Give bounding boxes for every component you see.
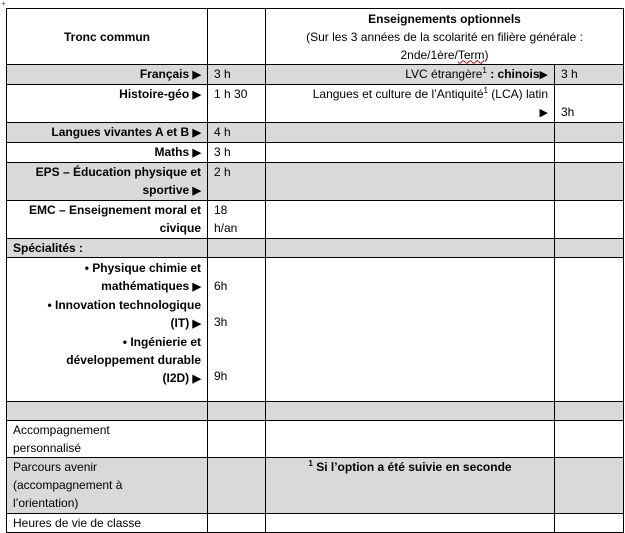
- option-cell: [266, 239, 555, 258]
- table-row: [7, 458, 624, 514]
- bullet-icon: •: [84, 261, 89, 275]
- option-bold-label: : chinois: [486, 67, 540, 81]
- activity-label: Accompagnement: [13, 423, 110, 437]
- table-row: [7, 143, 624, 163]
- table-row: [7, 514, 624, 533]
- activity-label-line2: (accompagnement à: [13, 478, 123, 492]
- header-sub-end: ): [484, 47, 489, 62]
- hours-cell: [208, 421, 266, 458]
- bullet-icon: •: [47, 298, 52, 312]
- triangle-right-icon: ▶: [192, 127, 201, 139]
- subject-cell: [7, 143, 208, 163]
- option-hours-cell: [555, 123, 624, 143]
- header-sub-spellcheck: Term: [457, 47, 485, 62]
- activity-cell: Heures de vie de classe: [7, 514, 208, 533]
- list-item-cont: [13, 277, 201, 296]
- hours-label: 3h: [214, 315, 228, 329]
- activity-cell: [7, 421, 208, 458]
- table-row: [7, 85, 624, 123]
- item-label-line2: mathématiques: [101, 279, 190, 293]
- item-label: Innovation technologique: [55, 298, 201, 312]
- list-item: [13, 296, 201, 314]
- option-hours-cell: [555, 143, 624, 163]
- option-hours-cell: [555, 201, 624, 239]
- triangle-right-icon: ▶: [539, 107, 548, 119]
- triangle-right-icon: ▶: [192, 281, 201, 293]
- header-empty-cell: [208, 9, 266, 65]
- option-hours-cell: [555, 85, 624, 123]
- activity-cell: [7, 458, 208, 514]
- list-item-cont: [13, 351, 201, 369]
- table-row: [7, 163, 624, 201]
- table-row: [7, 421, 624, 458]
- hours-label: 6h: [214, 279, 228, 293]
- option-hours-cell: [555, 421, 624, 458]
- empty-row: [7, 402, 624, 421]
- bullet-icon: •: [122, 335, 127, 349]
- option-cell: [266, 143, 555, 163]
- subject-label: Français: [139, 67, 190, 81]
- option-label: LVC étrangère: [405, 67, 483, 81]
- list-item-cont: [13, 369, 201, 388]
- item-label: Ingénierie et: [130, 335, 201, 349]
- header-optional-title: Enseignements optionnels: [368, 11, 521, 26]
- triangle-right-icon: ▶: [539, 69, 548, 81]
- option-hours-label: 3h: [561, 105, 575, 119]
- hours-label-line2: h/an: [214, 221, 238, 235]
- subject-cell: [7, 65, 208, 85]
- option-cell: [266, 65, 555, 85]
- list-item-cont: [13, 314, 201, 333]
- option-cell: [266, 514, 555, 533]
- specialites-row: [7, 258, 624, 402]
- hours-label: 9h: [214, 369, 228, 383]
- hours-cell: [208, 514, 266, 533]
- option-cell: [266, 258, 555, 402]
- option-hours-cell: [555, 239, 624, 258]
- activity-label-line3: l’orientation): [13, 496, 79, 510]
- triangle-right-icon: ▶: [192, 373, 201, 385]
- subject-cell: [7, 123, 208, 143]
- option-label: Langues et culture de l’Antiquité: [312, 87, 484, 101]
- subject-cell: [7, 163, 208, 201]
- list-item: [13, 333, 201, 351]
- table-row: [7, 65, 624, 85]
- list-item: [13, 259, 201, 277]
- option-hours-cell: [555, 163, 624, 201]
- subject-label: Histoire-géo: [119, 87, 190, 101]
- option-hours-cell: [555, 514, 624, 533]
- triangle-right-icon: ▶: [192, 89, 201, 101]
- footnote-marker: 1: [483, 86, 488, 95]
- triangle-right-icon: ▶: [192, 147, 201, 159]
- footnote-cell: [266, 458, 555, 514]
- item-label-line2: (IT): [170, 316, 190, 330]
- item-label-line2: développement durable: [66, 353, 201, 367]
- course-table: [6, 8, 624, 533]
- hours-cell: 3 h: [208, 65, 266, 85]
- subject-cell: [7, 201, 208, 239]
- footnote-marker: 1: [482, 66, 487, 75]
- subject-label: EMC – Enseignement moral et: [28, 203, 201, 217]
- item-label: Physique chimie et: [92, 261, 201, 275]
- hours-cell: 3 h: [208, 143, 266, 163]
- header-optional: [266, 9, 624, 65]
- empty-cell: [555, 402, 624, 421]
- table-row: [7, 239, 624, 258]
- hours-label: 18: [214, 203, 228, 217]
- specialites-hours: [208, 258, 266, 402]
- hours-cell: 4 h: [208, 123, 266, 143]
- table-row: [7, 123, 624, 143]
- subject-label-line2: civique: [159, 221, 201, 235]
- header-tronc-commun: Tronc commun: [7, 9, 208, 65]
- option-cell: [266, 85, 555, 123]
- header-optional-subtitle: [272, 28, 617, 64]
- hours-cell: 1 h 30: [208, 85, 266, 123]
- subject-label-line2: sportive: [142, 183, 190, 197]
- option-cell: [266, 201, 555, 239]
- specialites-heading: Spécialités :: [7, 239, 208, 258]
- triangle-right-icon: ▶: [192, 69, 201, 81]
- item-label-line3: (I2D): [162, 371, 190, 385]
- subject-label: EPS – Éducation physique et: [35, 165, 201, 179]
- triangle-right-icon: ▶: [192, 185, 201, 197]
- triangle-right-icon: ▶: [192, 318, 201, 330]
- activity-label: Parcours avenir: [13, 460, 98, 474]
- footnote-text: Si l’option a été suivie en seconde: [316, 460, 512, 474]
- table-row: [7, 201, 624, 239]
- header-row: [7, 9, 624, 65]
- option-label-end: (LCA) latin: [487, 87, 548, 101]
- option-hours-cell: 3 h: [555, 65, 624, 85]
- specialites-list: [7, 258, 208, 402]
- option-cell: [266, 123, 555, 143]
- header-sub-text: (Sur les 3 années de la scolarité en filière générale : 2nde/1ère/: [306, 29, 583, 62]
- empty-cell: [7, 402, 208, 421]
- option-hours-cell: [555, 458, 624, 514]
- option-cell: [266, 421, 555, 458]
- empty-cell: [266, 402, 555, 421]
- hours-cell: [208, 239, 266, 258]
- subject-cell: [7, 85, 208, 123]
- activity-label-line2: personnalisé: [13, 441, 82, 455]
- empty-cell: [208, 402, 266, 421]
- page-corner-mark: +: [1, 0, 6, 8]
- subject-label: Maths: [154, 145, 190, 159]
- hours-cell: [208, 458, 266, 514]
- subject-label: Langues vivantes A et B: [51, 125, 190, 139]
- option-cell: [266, 163, 555, 201]
- option-hours-cell: [555, 258, 624, 402]
- hours-cell: 2 h: [208, 163, 266, 201]
- hours-cell: [208, 201, 266, 239]
- footnote-marker: 1: [308, 459, 313, 468]
